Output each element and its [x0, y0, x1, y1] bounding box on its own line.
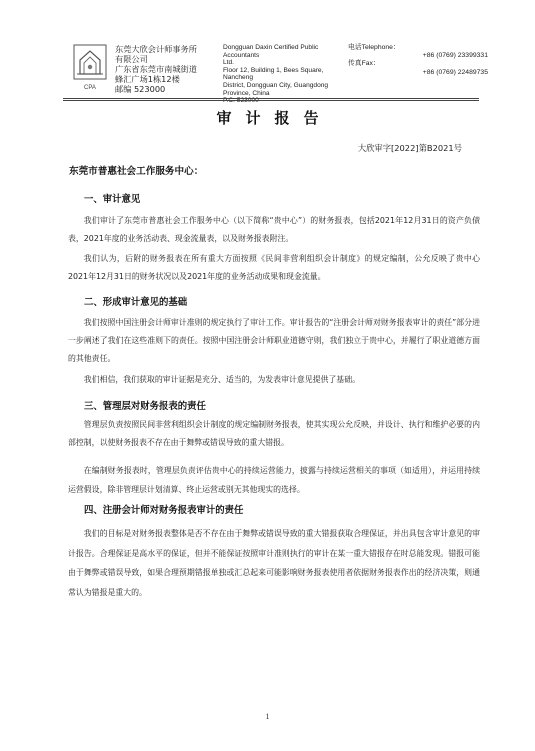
firm-cn-line: 广东省东莞市南城街道	[115, 64, 197, 74]
section-heading: 二、形成审计意见的基础	[84, 297, 188, 308]
firm-name-english	[223, 44, 343, 105]
firm-cn-line: 东莞大欣会计师事务所	[115, 44, 197, 54]
firm-en-line: Ltd.	[223, 59, 234, 67]
firm-en-line: P.C. 523000	[223, 97, 259, 105]
firm-contact	[348, 44, 488, 77]
letterhead-divider	[63, 98, 479, 99]
section-paragraph: 我们认为，后附的财务报表在所有重大方面按照《民间非营利组织会计制度》的规定编制，公允反映了贵中心2021年12月31日的财务状况以及2021年度的业务活动成果和现金流量。	[68, 254, 480, 281]
firm-en-line: Dongguan Daxin Certified Public Accountants	[223, 44, 319, 59]
section-heading: 四、注册会计师对财务报表审计的责任	[84, 505, 244, 516]
firm-cn-line: 有限公司	[115, 54, 148, 64]
firm-cn-line: 邮编 523000	[115, 84, 166, 94]
firm-cn-line: 蜂汇广场1栋12楼	[115, 74, 180, 84]
fax-value: +86 (0769) 22489735	[422, 68, 488, 76]
section-heading: 三、管理层对财务报表的责任	[84, 401, 206, 412]
phone-value: +86 (0769) 23399331	[422, 52, 488, 60]
report-addressee: 东莞市普惠社会工作服务中心：	[69, 166, 204, 177]
firm-name-chinese	[115, 44, 210, 94]
firm-en-line: Province, China	[223, 89, 270, 97]
letterhead-divider-thin	[63, 100, 479, 101]
section-paragraph: 我们相信，我们获取的审计证据是充分、适当的，为发表审计意见提供了基础。	[83, 375, 360, 384]
section-paragraph: 我们按照中国注册会计师审计准则的规定执行了审计工作。审计报告的“注册会计师对财务报表审计的责任”部分进一步阐述了我们在这些准则下的责任。按照中国注册会计师职业道德守则，我们独立于贵中心，并履行了职业道德方面的其他责任。	[68, 318, 480, 363]
logo-cpa-text: CPA	[84, 85, 96, 91]
section-heading: 一、审计意见	[84, 194, 141, 205]
report-reference-number: 大欣审字[2022]第B2021号	[357, 143, 462, 153]
firm-logo-icon	[72, 44, 108, 94]
page-number: 1	[265, 712, 270, 721]
section-paragraph: 我们的目标是对财务报表整体是否不存在由于舞弊或错误导致的重大错报获取合理保证，并出具包含审计意见的审计报告。合理保证是高水平的保证，但并不能保证按照审计准则执行的审计在某一重大错报存在时总能发现。错报可能由于舞弊或错误导致，如果合理预期错报单独或汇总起来可能影响财务报表使用者依据财务报表作出的经济决策，则通常认为错报是重大的。	[68, 529, 480, 597]
report-title: 审计报告	[216, 109, 333, 127]
section-paragraph: 在编制财务报表时，管理层负责评估贵中心的持续运营能力，披露与持续运营相关的事项（如适用），并运用持续运营假设，除非管理层计划清算、终止运营或别无其他现实的选择。	[68, 466, 480, 494]
firm-en-line: Floor 12, Building 1, Bees Square, Nancheng	[223, 66, 324, 82]
firm-en-line: District, Dongguan City, Guangdong	[223, 81, 329, 89]
section-paragraph: 管理层负责按照民间非营利组织会计制度的规定编制财务报表，使其实现公允反映，并设计、执行和维护必要的内部控制，以使财务报表不存在由于舞弊或错误导致的重大错报。	[68, 420, 480, 447]
fax-label: 传真Fax：	[348, 60, 380, 68]
section-paragraph: 我们审计了东莞市普惠社会工作服务中心（以下简称“贵中心”）的财务报表，包括2021年12月31日的资产负债表，2021年度的业务活动表、现金流量表，以及财务报表附注。	[68, 216, 480, 243]
phone-label: 电话Telephone：	[348, 44, 400, 51]
